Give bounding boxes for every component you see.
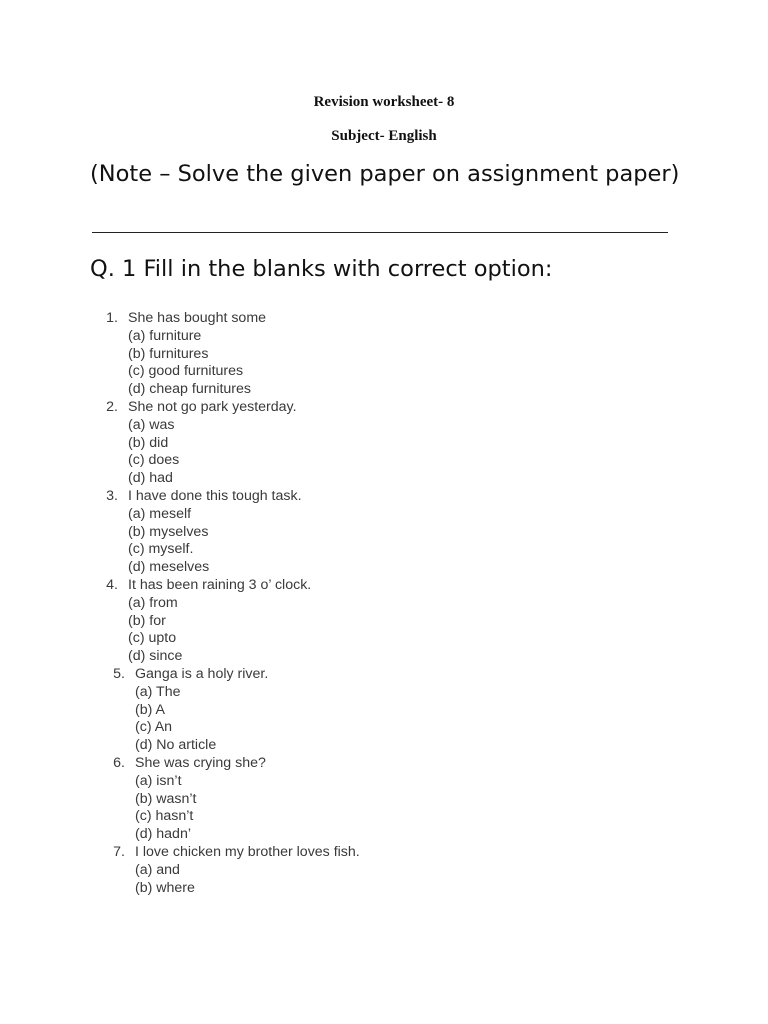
answer-option: (c) An [135,719,173,736]
question-text: It has been raining 3 o’ clock. [128,576,312,593]
answer-option: (b) furnitures [128,345,209,362]
answer-option: (a) The [135,683,181,700]
question-text: Ganga is a holy river. [135,665,269,682]
answer-option: (c) does [128,452,180,469]
question-number: 3. [106,487,118,504]
answer-option: (b) did [128,434,169,451]
answer-option: (a) furniture [128,327,202,344]
answer-option: (d) since [128,648,183,665]
answer-option: (c) hasn’t [135,808,194,825]
question-heading: Q. 1 Fill in the blanks with correct option: [90,256,553,282]
subject-line: Subject- English [331,128,437,144]
answer-option: (b) myselves [128,523,209,540]
answer-option: (c) upto [128,630,177,647]
question-number: 1. [106,310,118,326]
instruction-note: (Note – Solve the given paper on assignment paper) [90,161,680,187]
answer-option: (c) good furnitures [128,363,244,380]
question-item [0,577,768,666]
answer-option: (d) cheap furnitures [128,381,252,398]
answer-option: (d) had [128,470,173,487]
question-number: 6. [113,754,125,771]
question-number: 7. [113,843,125,860]
question-item [0,488,768,577]
question-text: She has bought some [128,310,267,326]
question-text: She not go park yesterday. [128,398,297,415]
answer-option: (a) meself [128,505,192,522]
question-text: She was crying she? [135,754,266,771]
question-list [0,310,768,897]
question-number: 5. [113,665,125,682]
answer-option: (c) myself. [128,541,194,558]
answer-option: (a) isn’t [135,772,182,789]
question-item [0,755,768,844]
question-number: 4. [106,576,118,593]
question-text: I have done this tough task. [128,487,302,504]
answer-option: (d) No article [135,737,217,754]
question-number: 2. [106,398,118,415]
answer-option: (d) hadn’ [135,826,191,843]
answer-option: (b) for [128,612,166,629]
question-item [0,666,768,755]
question-item [0,844,768,897]
answer-option: (b) wasn’t [135,790,197,807]
answer-option: (b) where [135,879,195,896]
worksheet-title: Revision worksheet- 8 [313,94,455,110]
answer-option: (a) and [135,861,180,878]
answer-option: (b) A [135,701,165,718]
answer-option: (a) was [128,416,175,433]
question-text: I love chicken my brother loves fish. [135,843,360,860]
question-item [0,399,768,488]
answer-option: (d) meselves [128,559,210,576]
answer-option: (a) from [128,594,178,611]
divider-line [92,232,668,233]
question-item [0,310,768,399]
